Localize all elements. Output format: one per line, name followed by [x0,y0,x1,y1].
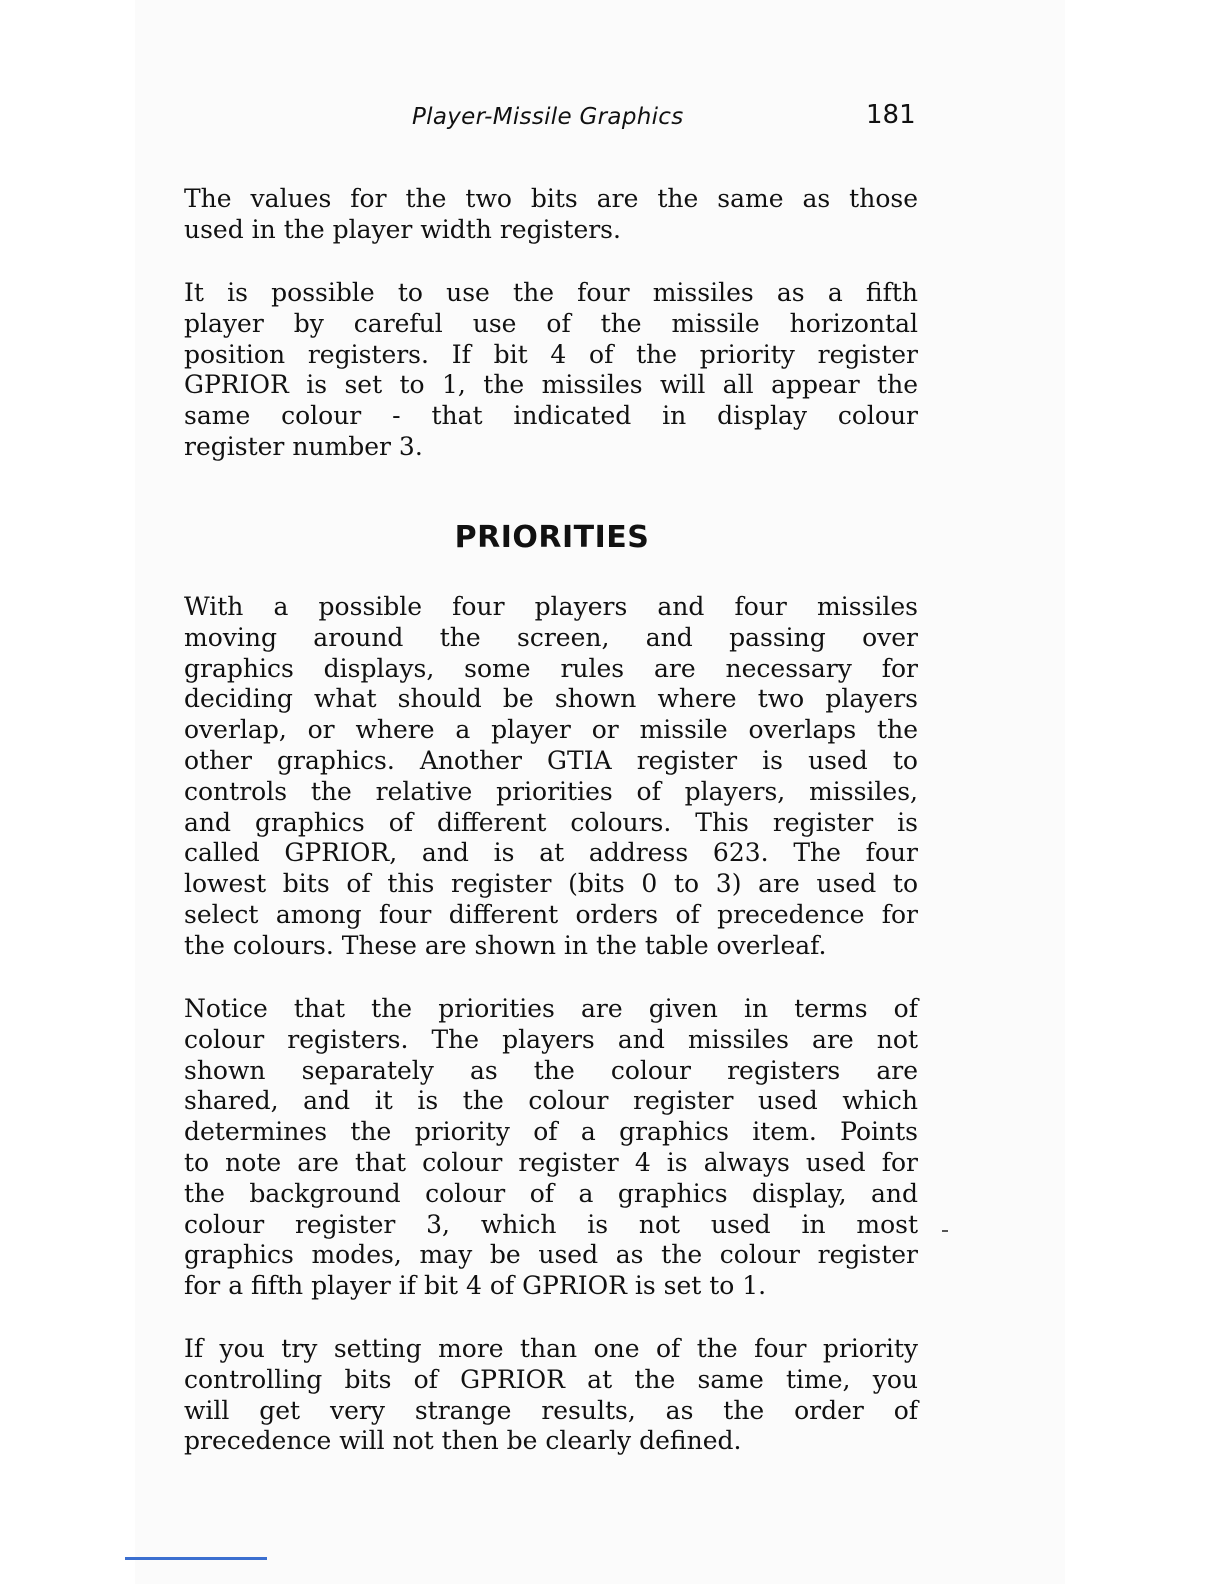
text-line: will get very strange results, as the order of [184,1395,918,1425]
text-line: to note are that colour register 4 is always used for [184,1147,918,1177]
text-line: It is possible to use the four missiles as a fifth [184,278,918,307]
text-line: GPRIOR is set to 1, the missiles will all appear the [184,370,918,400]
text-line: player by careful use of the missile horizontal [184,308,918,338]
text-line: precedence will not then be clearly defined. [184,1426,742,1456]
text-line: determines the priority of a graphics item. Points [184,1117,918,1147]
scan-speck [942,1230,948,1232]
running-title: Player-Missile Graphics [412,104,684,130]
text-line: controlling bits of GPRIOR at the same time, you [184,1364,918,1394]
text-line: shared, and it is the colour register used which [184,1086,918,1116]
text-line: and graphics of different colours. This register is [184,807,918,837]
text-line: graphics modes, may be used as the colour register [184,1240,918,1270]
text-line: graphics displays, some rules are necessary for [184,653,918,683]
text-line: position registers. If bit 4 of the priority register [184,339,918,369]
scan-edge-line [125,1557,267,1560]
text-line: for a fifth player if bit 4 of GPRIOR is set to 1. [184,1271,767,1301]
text-line: deciding what should be shown where two players [184,684,918,714]
text-line: the background colour of a graphics display, and [184,1178,918,1208]
text-line: overlap, or where a player or missile overlaps the [184,715,918,745]
text-line: called GPRIOR, and is at address 623. The four [184,838,918,868]
text-line: controls the relative priorities of players, missiles, [184,776,918,806]
paragraph-5 [184,1334,918,1457]
section-heading: PRIORITIES [454,520,650,555]
text-line: lowest bits of this register (bits 0 to 3) are used to [184,869,918,899]
paragraph-4 [184,994,918,1302]
paragraph-1 [184,184,918,246]
text-line: moving around the screen, and passing over [184,622,918,652]
paragraph-3 [184,592,918,962]
text-line: used in the player width registers. [184,214,621,244]
paragraph-2 [184,278,918,463]
text-line: Notice that the priorities are given in terms of [184,994,918,1023]
text-line: With a possible four players and four missiles [184,592,918,621]
text-line: register number 3. [184,431,423,461]
text-line: the colours. These are shown in the table overleaf. [184,930,827,960]
text-line: colour registers. The players and missiles are not [184,1024,918,1054]
text-line: same colour - that indicated in display colour [184,401,918,431]
page-header [0,100,1224,140]
text-line: other graphics. Another GTIA register is used to [184,745,918,775]
text-line: select among four different orders of precedence for [184,899,918,929]
text-line: If you try setting more than one of the four priority [184,1334,918,1363]
page-number: 181 [866,100,916,130]
text-line: The values for the two bits are the same as those [184,184,918,213]
text-line: colour register 3, which is not used in most [184,1209,918,1239]
text-line: shown separately as the colour registers are [184,1055,918,1085]
